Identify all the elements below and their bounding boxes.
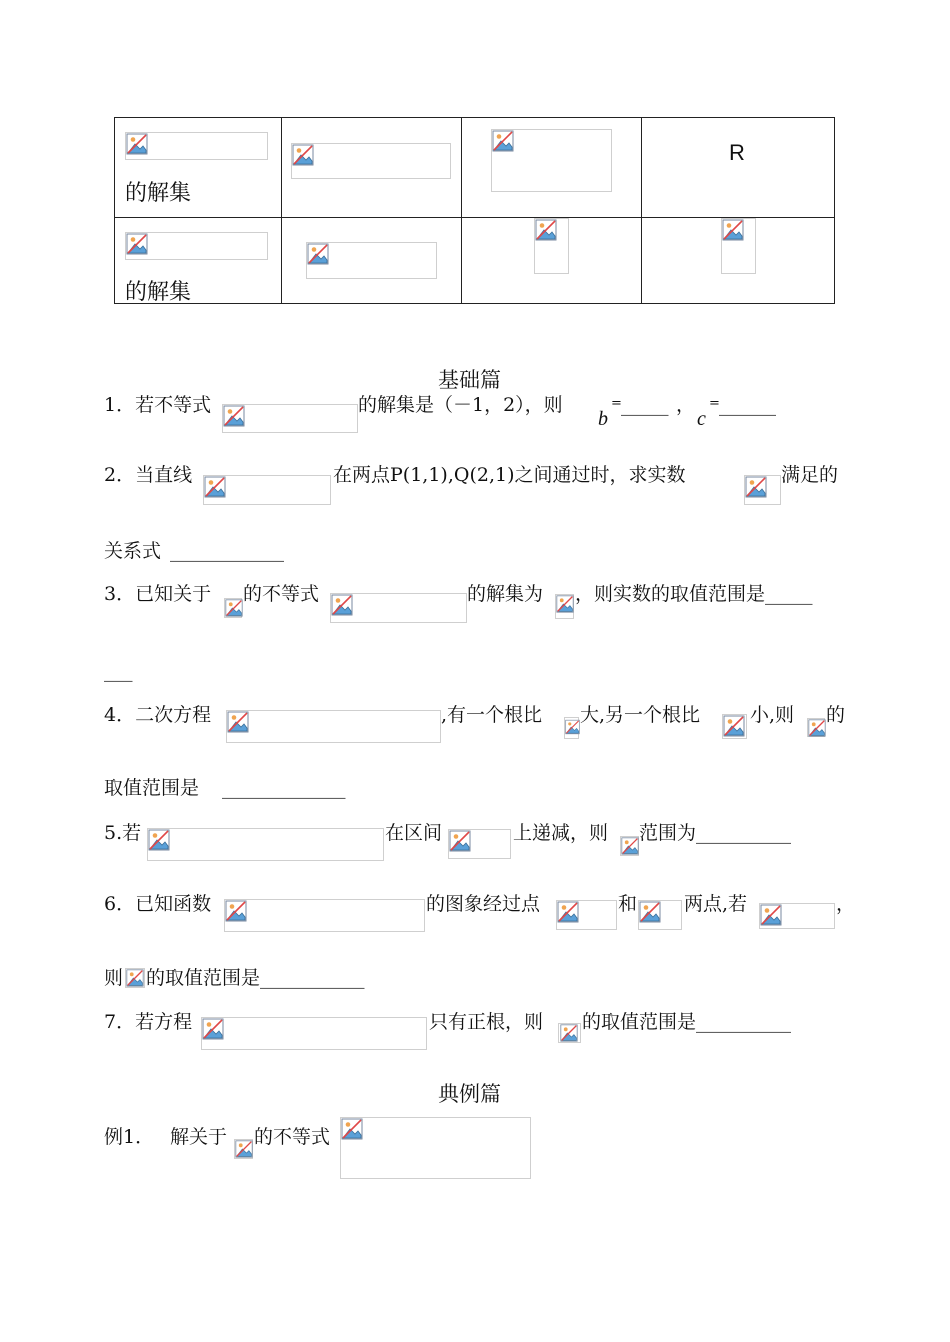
broken-image-icon [292,144,314,166]
broken-image-icon [559,1024,579,1042]
broken-image-icon [225,599,243,617]
q4-blank: _____________ [222,777,346,799]
formula-image [224,899,425,932]
q3-text-b: 的不等式 [243,583,320,605]
table-cell [642,118,835,218]
formula-image [558,1023,581,1043]
table-cell [462,118,642,218]
broken-image-icon [492,130,514,152]
q6-text-g: 的取值范围是___________ [146,967,365,989]
q2-text-a: 2．当直线 [104,464,193,486]
formula-image [534,218,569,274]
formula-image [807,718,825,737]
formula-image [222,404,358,433]
q1-var-b: b [598,408,608,430]
ex1-text-c: 的不等式 [254,1126,331,1148]
broken-image-icon [760,904,782,926]
ex1-text-b: 解关于 [170,1126,228,1148]
broken-image-icon [227,711,249,733]
formula-image [224,598,242,618]
q1-equals-1: = [611,396,622,411]
broken-image-icon [126,969,144,987]
formula-image [721,218,756,274]
formula-image [556,900,617,930]
broken-image-icon [556,595,574,613]
broken-image-icon [621,837,639,855]
broken-image-icon [535,219,557,241]
formula-image [125,968,145,988]
q5-text-a: 5.若 [104,822,142,844]
formula-image [744,475,781,505]
q6-text-c: 和 [618,893,638,915]
broken-image-icon [745,476,767,498]
formula-image [620,836,639,856]
q2-text-c: 满足的 [781,464,839,486]
solution-set-table [114,117,835,304]
q4-text-c: 大,另一个根比 [580,704,701,726]
q5-text-b: 在区间 [385,822,443,844]
cell-label: 的解集 [125,280,192,305]
broken-image-icon [808,719,826,737]
broken-image-icon [204,476,226,498]
q6-text-d: 两点,若 [684,893,748,915]
broken-image-icon [225,900,247,922]
q2-text-b: 在两点P(1,1),Q(2,1)之间通过时，求实数 [333,464,686,486]
formula-image [330,593,467,623]
broken-image-icon [565,718,580,736]
formula-image [125,232,268,260]
ex1-label: 例1． [104,1126,155,1148]
table-cell [462,218,642,304]
q4-text-e: 的 [826,704,846,726]
q3-text-e: ___ [104,660,133,682]
formula-image [638,900,682,930]
formula-image [201,1017,427,1050]
cell-label: 的解集 [125,181,192,206]
q4-text-d: 小,则 [750,704,795,726]
broken-image-icon [722,219,744,241]
q4-text-f: 取值范围是 [104,777,200,799]
q6-text-e: ， [836,893,856,915]
table-cell [642,218,835,304]
broken-image-icon [235,1140,253,1158]
formula-image [291,143,451,179]
q4-text-a: 4．二次方程 [104,704,212,726]
q7-text-c: 的取值范围是__________ [582,1011,792,1033]
q7-text-a: 7．若方程 [104,1011,193,1033]
broken-image-icon [723,715,745,737]
formula-image [306,242,437,279]
formula-image [125,132,268,160]
formula-image [203,475,331,505]
real-numbers-label: R [729,140,745,165]
formula-image [340,1117,531,1179]
q3-text-c: 的解集为 [467,583,544,605]
q6-text-b: 的图象经过点 [426,893,541,915]
broken-image-icon [148,829,170,851]
section-title-basic: 基础篇 [438,368,501,392]
table-cell [115,118,282,218]
q2-text-d: 关系式 [104,540,162,562]
table-cell [282,118,462,218]
broken-image-icon [202,1018,224,1040]
q5-text-c: 上递减，则 [513,822,609,844]
broken-image-icon [639,901,661,923]
q6-text-a: 6．已知函数 [104,893,212,915]
formula-image [448,829,511,859]
q2-blank: ____________ [170,540,284,562]
broken-image-icon [223,405,245,427]
q1-var-c: c [697,408,706,430]
q6-text-f: 则 [104,967,124,989]
q3-text-a: 3．已知关于 [104,583,212,605]
table-cell [115,218,282,304]
broken-image-icon [449,830,471,852]
q1-comma: ， [676,394,696,416]
section-title-examples: 典例篇 [438,1082,501,1106]
formula-image [491,129,612,192]
q3-text-d: ，则实数的取值范围是_____ [575,583,813,605]
broken-image-icon [341,1118,363,1140]
broken-image-icon [331,594,353,616]
formula-image [234,1139,253,1159]
q4-text-b: ,有一个根比 [441,704,543,726]
q1-equals-2: = [709,396,720,411]
broken-image-icon [557,901,579,923]
q1-text-a: 1．若不等式 [104,394,212,416]
q1-text-b: 的解集是（－1，2），则 [358,394,563,416]
table-cell [282,218,462,304]
q1-blank-2: ______ [719,394,776,416]
q1-blank-1: _____ [621,394,669,416]
formula-image [722,714,747,739]
formula-image [226,710,441,743]
formula-image [759,903,835,929]
q7-text-b: 只有正根，则 [429,1011,544,1033]
formula-image [555,594,574,619]
broken-image-icon [126,233,148,255]
broken-image-icon [126,133,148,155]
q5-text-d: 范围为__________ [639,822,792,844]
formula-image [147,828,384,861]
broken-image-icon [307,243,329,265]
formula-image [564,717,579,739]
